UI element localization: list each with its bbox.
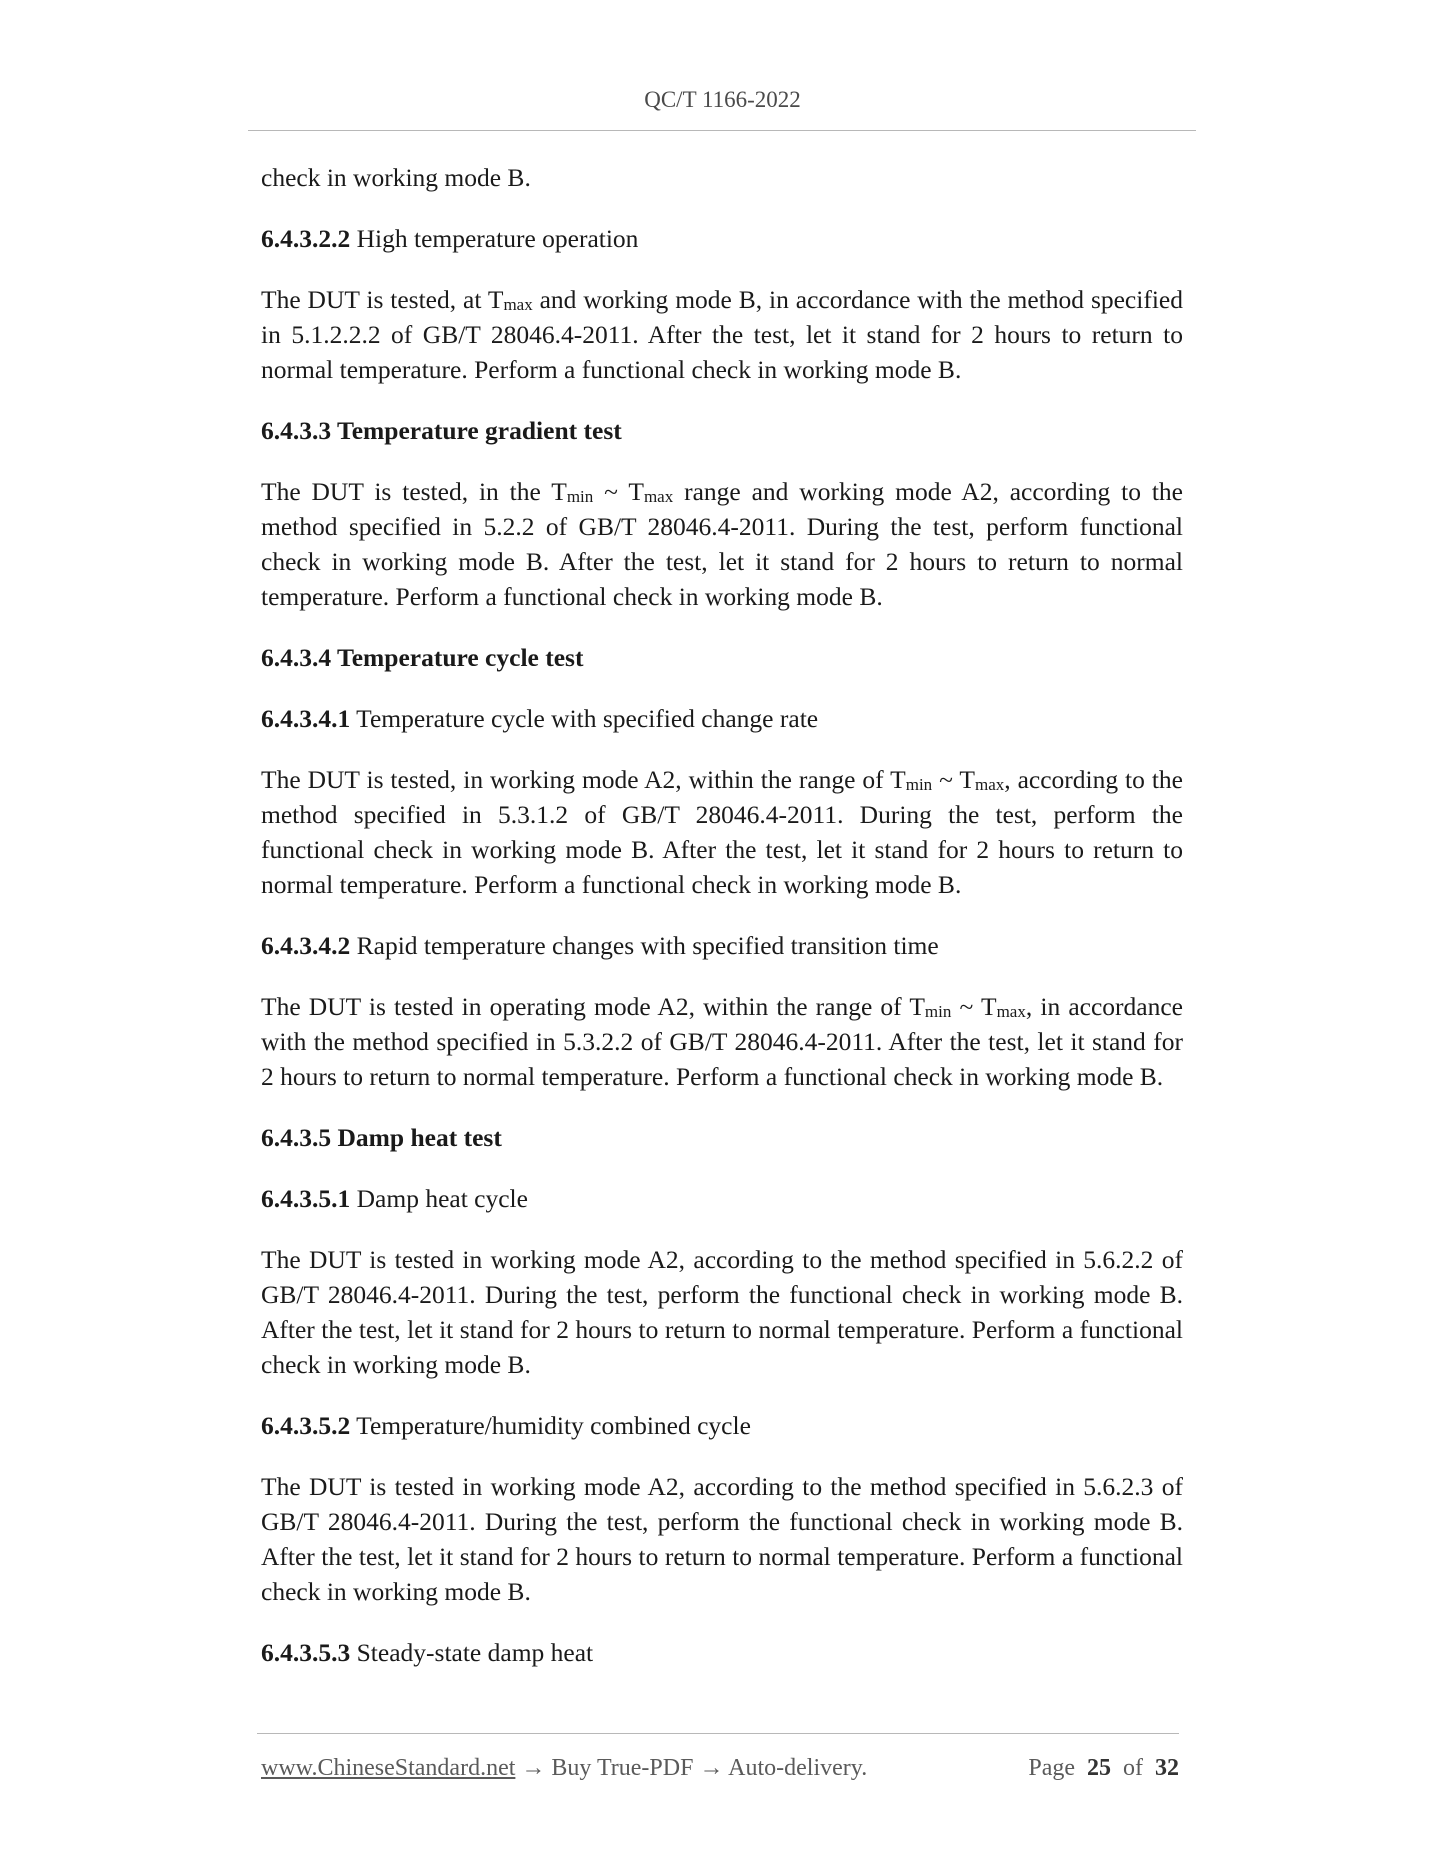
website-link[interactable]: www.ChineseStandard.net <box>261 1755 516 1781</box>
section-heading-6-4-3-4-1 <box>261 701 1183 736</box>
auto-delivery-text: Auto-delivery. <box>728 1755 868 1781</box>
page-footer <box>261 1751 1179 1785</box>
total-pages: 32 <box>1155 1755 1179 1781</box>
running-header: QC/T 1166-2022 <box>644 87 801 112</box>
buy-true-pdf-text: Buy True-PDF <box>551 1755 694 1781</box>
paragraph: The DUT is tested, in working mode A2, within the range of Tmin ~ Tmax, according to the method specified in 5.3.1.2 of GB/T 28046.4-2011. During the test, perform the functional check in working mode B. After the test, let it stand for 2 hours to return to normal temperature. Perform a functional check in working mode B. <box>261 765 1183 899</box>
section-number: 6.4.3.4.1 <box>261 704 351 733</box>
paragraph: The DUT is tested in working mode A2, according to the method specified in 5.6.2.2 of GB/T 28046.4-2011. During the test, perform the functional check in working mode B. After the test, let it stand for 2 hours to return to normal temperature. Perform a functional check in working mode B. <box>261 1245 1183 1379</box>
section-heading-6-4-3-5-2 <box>261 1408 1183 1443</box>
footer-divider <box>257 1733 1179 1734</box>
section-title: Temperature/humidity combined cycle <box>350 1411 751 1440</box>
section-number: 6.4.3.2.2 <box>261 224 351 253</box>
section-heading-6-4-3-5-1 <box>261 1181 1183 1216</box>
section-heading-6-4-3-2-2 <box>261 221 1183 256</box>
paragraph: The DUT is tested, in the Tmin ~ Tmax range and working mode A2, according to the method specified in 5.2.2 of GB/T 28046.4-2011. During the test, perform functional check in working mode B. After the test, let it stand for 2 hours to return to normal temperature. Perform a functional check in working mode B. <box>261 477 1183 611</box>
paragraph: The DUT is tested in operating mode A2, within the range of Tmin ~ Tmax, in accordance with the method specified in 5.3.2.2 of GB/T 28046.4-2011. After the test, let it stand for 2 hours to return to normal temperature. Perform a functional check in working mode B. <box>261 992 1183 1091</box>
arrow-icon: → <box>693 1755 729 1781</box>
page-counter: Page 25 of 32 <box>1028 1755 1179 1781</box>
section-title: Steady-state damp heat <box>350 1638 594 1667</box>
section-heading-6-4-3-4-2 <box>261 928 1183 963</box>
section-heading-6-4-3-5-3 <box>261 1635 1183 1670</box>
section-title: Damp heat cycle <box>350 1184 528 1213</box>
section-number: 6.4.3.5.2 <box>261 1411 351 1440</box>
footer-promo <box>261 1751 867 1785</box>
section-heading-6-4-3-3: 6.4.3.3 Temperature gradient test <box>261 416 622 445</box>
arrow-icon: → <box>515 1755 552 1781</box>
document-body <box>261 160 1183 1670</box>
section-title: High temperature operation <box>350 224 639 253</box>
section-number: 6.4.3.4.2 <box>261 931 351 960</box>
section-title: Temperature cycle with specified change rate <box>350 704 819 733</box>
section-number: 6.4.3.5.3 <box>261 1638 351 1667</box>
paragraph: check in working mode B. <box>261 163 531 192</box>
section-number: 6.4.3.5.1 <box>261 1184 351 1213</box>
paragraph: The DUT is tested in working mode A2, according to the method specified in 5.6.2.3 of GB/T 28046.4-2011. During the test, perform the functional check in working mode B. After the test, let it stand for 2 hours to return to normal temperature. Perform a functional check in working mode B. <box>261 1472 1183 1606</box>
header-divider <box>248 130 1196 131</box>
section-heading-6-4-3-5: 6.4.3.5 Damp heat test <box>261 1123 502 1152</box>
section-title: Rapid temperature changes with specified transition time <box>350 931 939 960</box>
paragraph: The DUT is tested, at Tmax and working mode B, in accordance with the method specified in 5.1.2.2.2 of GB/T 28046.4-2011. After the test, let it stand for 2 hours to return to normal temperature. Perform a functional check in working mode B. <box>261 285 1183 384</box>
current-page: 25 <box>1087 1755 1111 1781</box>
section-heading-6-4-3-4: 6.4.3.4 Temperature cycle test <box>261 643 584 672</box>
